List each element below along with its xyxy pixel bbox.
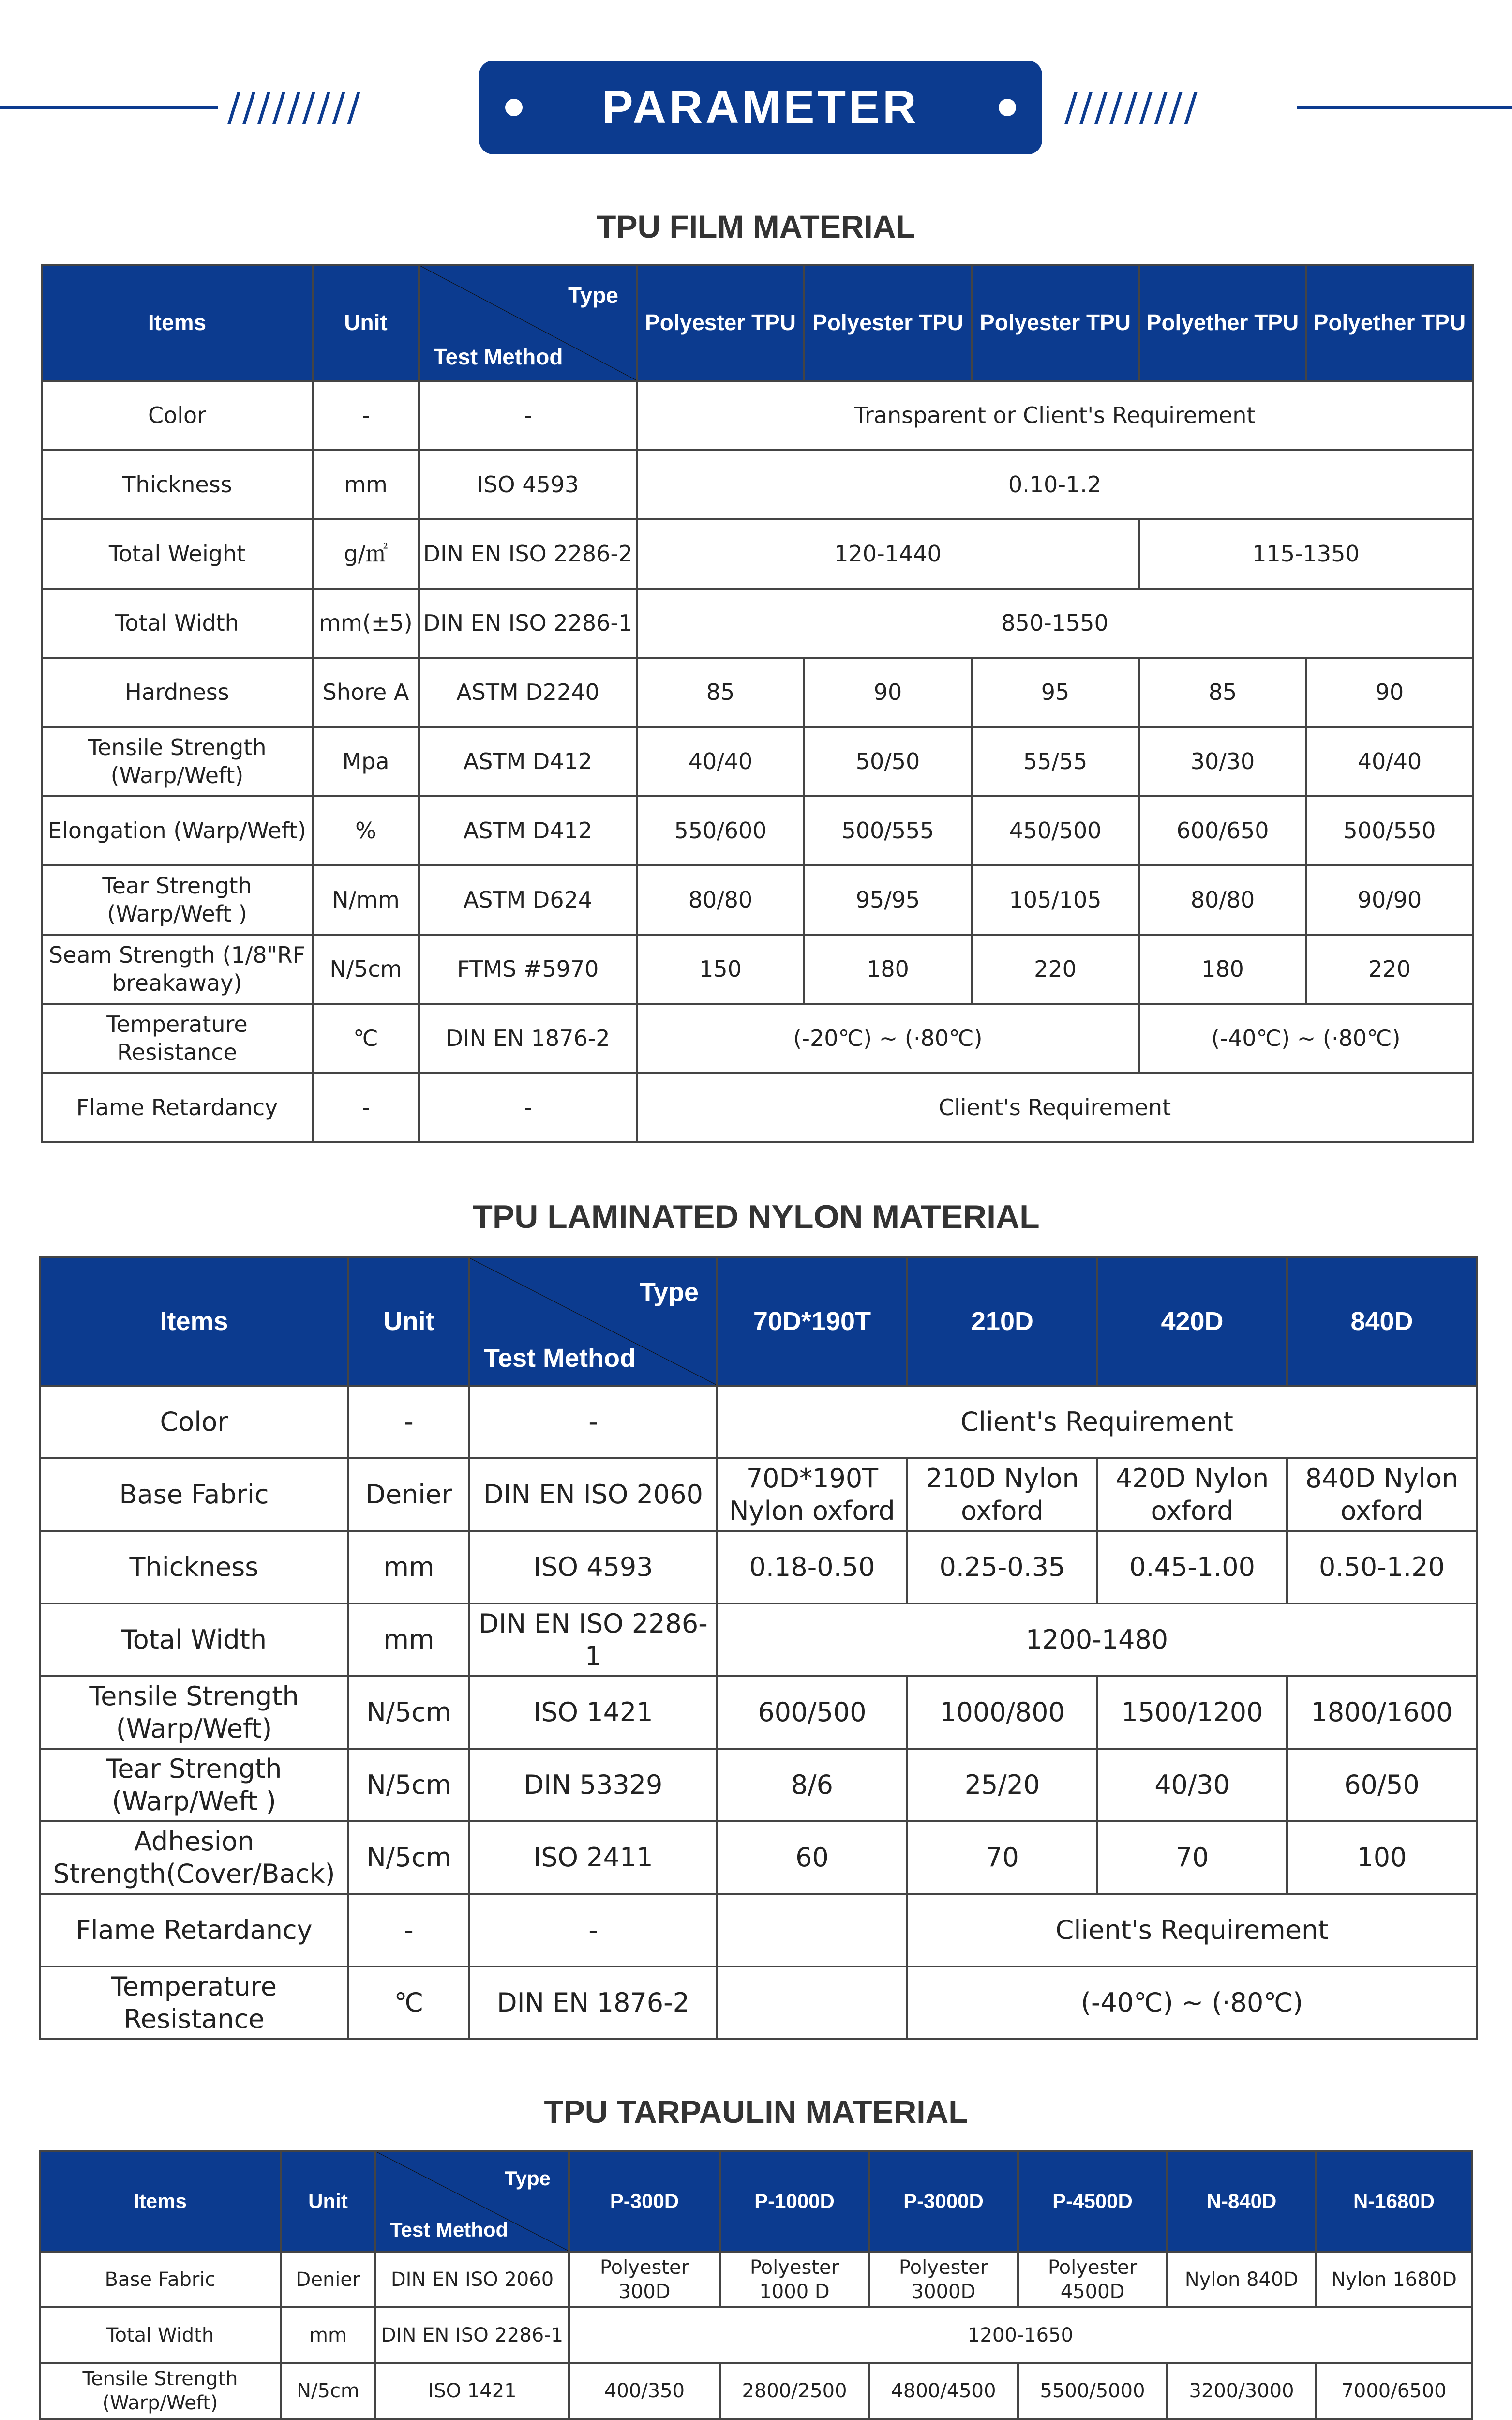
unit-cell: mm: [348, 1603, 469, 1676]
table-row: [42, 381, 1473, 450]
type-header: Polyether TPU: [1139, 265, 1306, 381]
tarpaulin-header-row: [40, 2151, 1472, 2252]
value-cell: 115-1350: [1139, 519, 1473, 589]
items-header: Items: [40, 2151, 281, 2252]
value-cell: 220: [972, 935, 1139, 1004]
value-cell: Transparent or Client's Requirement: [637, 381, 1473, 450]
value-cell: 70: [907, 1821, 1097, 1894]
value-cell: 95: [972, 658, 1139, 727]
value-cell: 90/90: [1306, 865, 1473, 935]
type-header: P-1000D: [720, 2151, 869, 2252]
method-cell: ASTM D412: [419, 727, 637, 796]
value-cell: 2800/2500: [720, 2363, 869, 2419]
value-cell: 550/600: [637, 796, 804, 865]
unit-cell: Mpa: [313, 727, 419, 796]
method-cell: ISO 1421: [469, 1676, 717, 1749]
item-cell: Color: [42, 381, 313, 450]
test-method-label: Test Method: [484, 1343, 636, 1373]
page-title: PARAMETER: [602, 81, 919, 133]
value-cell: 600/650: [1139, 796, 1306, 865]
value-cell: 70D*190T Nylon oxford: [717, 1458, 907, 1531]
table-row: [40, 1676, 1477, 1749]
unit-header: Unit: [281, 2151, 375, 2252]
item-cell: Tear Strength (Warp/Weft ): [42, 865, 313, 935]
method-cell: DIN EN 1876-2: [469, 1966, 717, 2039]
value-cell: Polyester 4500D: [1018, 2252, 1167, 2307]
value-cell: Client's Requirement: [717, 1386, 1477, 1458]
method-cell: DIN EN 1876-2: [419, 1004, 637, 1073]
item-cell: Base Fabric: [40, 2252, 281, 2307]
method-cell: DIN EN ISO 2286-1: [469, 1603, 717, 1676]
item-cell: Temperature Resistance: [40, 1966, 348, 2039]
value-cell: 3200/3000: [1167, 2363, 1316, 2419]
type-header: N-840D: [1167, 2151, 1316, 2252]
table-row: [40, 1386, 1477, 1458]
value-cell: Polyester 3000D: [869, 2252, 1018, 2307]
item-cell: Total Width: [40, 2307, 281, 2363]
table-row: [42, 1004, 1473, 1073]
type-method-header: [469, 1257, 717, 1386]
method-cell: ISO 1421: [375, 2363, 569, 2419]
type-header: P-3000D: [869, 2151, 1018, 2252]
empty-cell: [717, 1894, 907, 1966]
table-row: [40, 1603, 1477, 1676]
value-cell: Polyester 300D: [569, 2252, 720, 2307]
unit-cell: mm: [313, 450, 419, 519]
value-cell: 500/555: [804, 796, 972, 865]
type-header: Polyester TPU: [804, 265, 972, 381]
value-cell: 1000/800: [907, 1676, 1097, 1749]
method-cell: DIN 53329: [469, 1749, 717, 1821]
table-row: [42, 727, 1473, 796]
type-header: 70D*190T: [717, 1257, 907, 1386]
value-cell: 500/550: [1306, 796, 1473, 865]
value-cell: 1200-1650: [569, 2307, 1472, 2363]
value-cell: 1200-1480: [717, 1603, 1477, 1676]
method-cell: -: [419, 381, 637, 450]
item-cell: Temperature Resistance: [42, 1004, 313, 1073]
value-cell: 0.18-0.50: [717, 1531, 907, 1603]
value-cell: 80/80: [1139, 865, 1306, 935]
unit-cell: -: [313, 381, 419, 450]
type-label: Type: [568, 283, 618, 308]
film-header-row: [42, 265, 1473, 381]
value-cell: 420D Nylon oxford: [1097, 1458, 1287, 1531]
unit-header: Unit: [348, 1257, 469, 1386]
value-cell: 1800/1600: [1287, 1676, 1477, 1749]
table-row: [40, 2252, 1472, 2307]
unit-cell: Denier: [348, 1458, 469, 1531]
value-cell: 7000/6500: [1316, 2363, 1472, 2419]
nylon-header-row: [40, 1257, 1477, 1386]
unit-cell: Shore A: [313, 658, 419, 727]
table-row: [42, 865, 1473, 935]
empty-cell: [717, 1966, 907, 2039]
item-cell: Thickness: [42, 450, 313, 519]
table-row: [42, 935, 1473, 1004]
unit-cell: %: [313, 796, 419, 865]
value-cell: 0.45-1.00: [1097, 1531, 1287, 1603]
unit-cell: N/5cm: [348, 1821, 469, 1894]
type-header: Polyether TPU: [1306, 265, 1473, 381]
unit-cell: mm: [348, 1531, 469, 1603]
unit-cell: -: [313, 1073, 419, 1142]
type-header: Polyester TPU: [637, 265, 804, 381]
table-row: [42, 658, 1473, 727]
item-cell: Flame Retardancy: [42, 1073, 313, 1142]
type-header: N-1680D: [1316, 2151, 1472, 2252]
item-cell: Color: [40, 1386, 348, 1458]
unit-cell: N/5cm: [281, 2363, 375, 2419]
value-cell: 55/55: [972, 727, 1139, 796]
value-cell: 840D Nylon oxford: [1287, 1458, 1477, 1531]
method-cell: -: [419, 1073, 637, 1142]
value-cell: 210D Nylon oxford: [907, 1458, 1097, 1531]
value-cell: 4800/4500: [869, 2363, 1018, 2419]
table-row: [40, 1894, 1477, 1966]
value-cell: 600/500: [717, 1676, 907, 1749]
value-cell: Polyester 1000 D: [720, 2252, 869, 2307]
unit-cell: ℃: [348, 1966, 469, 2039]
item-cell: Base Fabric: [40, 1458, 348, 1531]
value-cell: (-20℃) ~ (·80℃): [637, 1004, 1139, 1073]
item-cell: Tear Strength (Warp/Weft ): [40, 1749, 348, 1821]
banner-right-line: [1297, 106, 1512, 109]
value-cell: Client's Requirement: [637, 1073, 1473, 1142]
method-cell: -: [469, 1386, 717, 1458]
method-cell: FTMS #5970: [419, 935, 637, 1004]
banner-right-dot: [999, 99, 1016, 116]
item-cell: Tensile Strength (Warp/Weft): [42, 727, 313, 796]
value-cell: 40/40: [1306, 727, 1473, 796]
type-header: Polyester TPU: [972, 265, 1139, 381]
value-cell: 850-1550: [637, 589, 1473, 658]
item-cell: Tensile Strength (Warp/Weft): [40, 1676, 348, 1749]
value-cell: 120-1440: [637, 519, 1139, 589]
value-cell: 220: [1306, 935, 1473, 1004]
value-cell: 30/30: [1139, 727, 1306, 796]
value-cell: 5500/5000: [1018, 2363, 1167, 2419]
method-cell: ASTM D412: [419, 796, 637, 865]
item-cell: Total Width: [42, 589, 313, 658]
table-row: [40, 2307, 1472, 2363]
type-label: Type: [505, 2166, 551, 2190]
value-cell: 90: [1306, 658, 1473, 727]
unit-cell: ℃: [313, 1004, 419, 1073]
unit-cell: N/5cm: [348, 1676, 469, 1749]
method-cell: DIN EN ISO 2060: [375, 2252, 569, 2307]
unit-cell: N/5cm: [348, 1749, 469, 1821]
value-cell: 40/40: [637, 727, 804, 796]
value-cell: 105/105: [972, 865, 1139, 935]
film-spec-table: [41, 264, 1474, 1143]
value-cell: Client's Requirement: [907, 1894, 1477, 1966]
nylon-spec-table: [39, 1256, 1478, 2040]
unit-cell: N/mm: [313, 865, 419, 935]
value-cell: (-40℃) ~ (·80℃): [907, 1966, 1477, 2039]
value-cell: 0.10-1.2: [637, 450, 1473, 519]
value-cell: 180: [804, 935, 972, 1004]
type-header: 840D: [1287, 1257, 1477, 1386]
table-row: [42, 589, 1473, 658]
method-cell: ASTM D624: [419, 865, 637, 935]
unit-cell: mm(±5): [313, 589, 419, 658]
method-cell: ISO 2411: [469, 1821, 717, 1894]
method-cell: DIN EN ISO 2286-2: [419, 519, 637, 589]
method-cell: -: [469, 1894, 717, 1966]
unit-header: Unit: [313, 265, 419, 381]
value-cell: 80/80: [637, 865, 804, 935]
type-header: P-300D: [569, 2151, 720, 2252]
value-cell: 90: [804, 658, 972, 727]
unit-cell: -: [348, 1386, 469, 1458]
banner-right-slashes: /////////: [1064, 85, 1199, 130]
value-cell: 8/6: [717, 1749, 907, 1821]
table-row: [40, 1749, 1477, 1821]
test-method-label: Test Method: [434, 344, 563, 369]
items-header: Items: [40, 1257, 348, 1386]
item-cell: Tensile Strength (Warp/Weft): [40, 2363, 281, 2419]
item-cell: Elongation (Warp/Weft): [42, 796, 313, 865]
table-row: [42, 796, 1473, 865]
items-header: Items: [42, 265, 313, 381]
value-cell: 85: [1139, 658, 1306, 727]
value-cell: 85: [637, 658, 804, 727]
value-cell: 180: [1139, 935, 1306, 1004]
type-label: Type: [639, 1277, 699, 1307]
type-header: 420D: [1097, 1257, 1287, 1386]
banner-left-line: [0, 106, 218, 109]
method-cell: DIN EN ISO 2286-1: [419, 589, 637, 658]
table-row: [42, 1073, 1473, 1142]
value-cell: 40/30: [1097, 1749, 1287, 1821]
type-method-header: [375, 2151, 569, 2252]
unit-cell: mm: [281, 2307, 375, 2363]
unit-cell: g/㎡: [313, 519, 419, 589]
unit-cell: -: [348, 1894, 469, 1966]
table-row: [42, 450, 1473, 519]
film-section-title: TPU FILM MATERIAL: [597, 209, 915, 244]
value-cell: 60: [717, 1821, 907, 1894]
table-row: [40, 1966, 1477, 2039]
unit-cell: Denier: [281, 2252, 375, 2307]
tarpaulin-spec-table: [39, 2150, 1473, 2420]
value-cell: 400/350: [569, 2363, 720, 2419]
item-cell: Total Weight: [42, 519, 313, 589]
test-method-label: Test Method: [390, 2218, 509, 2241]
item-cell: Thickness: [40, 1531, 348, 1603]
method-cell: ISO 4593: [419, 450, 637, 519]
value-cell: 1500/1200: [1097, 1676, 1287, 1749]
table-row: [40, 2363, 1472, 2419]
banner-left-slashes: /////////: [227, 85, 362, 130]
value-cell: 95/95: [804, 865, 972, 935]
value-cell: (-40℃) ~ (·80℃): [1139, 1004, 1473, 1073]
unit-cell: N/5cm: [313, 935, 419, 1004]
nylon-section-title: TPU LAMINATED NYLON MATERIAL: [472, 1198, 1040, 1235]
value-cell: 0.25-0.35: [907, 1531, 1097, 1603]
value-cell: Nylon 1680D: [1316, 2252, 1472, 2307]
table-row: [40, 1458, 1477, 1531]
tarpaulin-section-title: TPU TARPAULIN MATERIAL: [544, 2094, 968, 2130]
value-cell: 100: [1287, 1821, 1477, 1894]
value-cell: 60/50: [1287, 1749, 1477, 1821]
value-cell: 70: [1097, 1821, 1287, 1894]
item-cell: Flame Retardancy: [40, 1894, 348, 1966]
table-row: [42, 519, 1473, 589]
method-cell: ISO 4593: [469, 1531, 717, 1603]
value-cell: 25/20: [907, 1749, 1097, 1821]
item-cell: Seam Strength (1/8"RF breakaway): [42, 935, 313, 1004]
item-cell: Adhesion Strength(Cover/Back): [40, 1821, 348, 1894]
method-cell: DIN EN ISO 2286-1: [375, 2307, 569, 2363]
type-header: P-4500D: [1018, 2151, 1167, 2252]
item-cell: Total Width: [40, 1603, 348, 1676]
value-cell: 0.50-1.20: [1287, 1531, 1477, 1603]
value-cell: 450/500: [972, 796, 1139, 865]
table-row: [40, 1821, 1477, 1894]
value-cell: 150: [637, 935, 804, 1004]
type-method-header: [419, 265, 637, 381]
value-cell: Nylon 840D: [1167, 2252, 1316, 2307]
type-header: 210D: [907, 1257, 1097, 1386]
method-cell: DIN EN ISO 2060: [469, 1458, 717, 1531]
method-cell: ASTM D2240: [419, 658, 637, 727]
item-cell: Hardness: [42, 658, 313, 727]
table-row: [40, 1531, 1477, 1603]
value-cell: 50/50: [804, 727, 972, 796]
parameter-banner: [479, 60, 1042, 154]
